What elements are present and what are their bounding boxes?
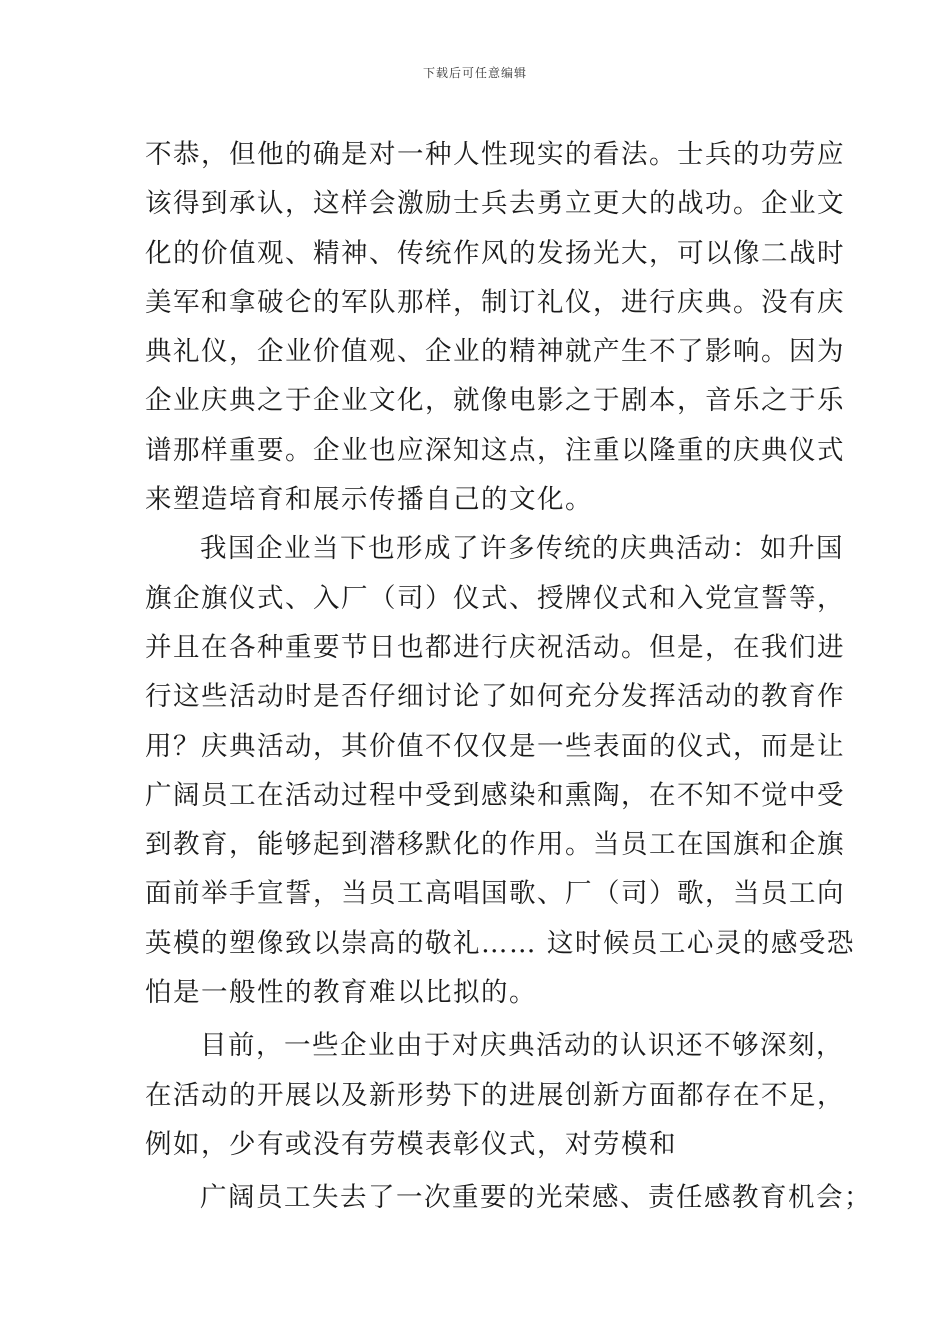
text-line: 并且在各种重要节日也都进行庆祝活动。但是，在我们进 (145, 631, 845, 663)
text-line: 行这些活动时是否仔细讨论了如何充分发挥活动的教育作 (145, 681, 845, 713)
text-line: 该得到承认，这样会激励士兵去勇立更大的战功。企业文 (145, 188, 845, 220)
text-line: 旗企旗仪式、入厂（司）仪式、授牌仪式和入党宣誓等， (145, 582, 845, 614)
text-line: 用？庆典活动，其价值不仅仅是一些表面的仪式，而是让 (145, 730, 845, 762)
text-line: 美军和拿破仑的军队那样，制订礼仪，进行庆典。没有庆 (145, 286, 845, 318)
text-line: 广阔员工在活动过程中受到感染和熏陶，在不知不觉中受 (145, 779, 845, 811)
text-line: 到教育，能够起到潜移默化的作用。当员工在国旗和企旗 (145, 829, 845, 861)
text-line: 广阔员工失去了一次重要的光荣感、责任感教育机会； (200, 1182, 872, 1214)
text-line: 例如，少有或没有劳模表彰仪式，对劳模和 (145, 1128, 677, 1160)
text-line: 化的价值观、精神、传统作风的发扬光大，可以像二战时 (145, 237, 845, 269)
paragraph (145, 130, 845, 524)
text-line: 谱那样重要。企业也应深知这点，注重以隆重的庆典仪式 (145, 434, 845, 466)
text-line: 怕是一般性的教育难以比拟的。 (145, 977, 537, 1009)
paragraph (145, 524, 855, 1017)
text-line: 面前举手宣誓，当员工高唱国歌、厂（司）歌，当员工向 (145, 878, 845, 910)
document-body (145, 130, 872, 1223)
text-line: 我国企业当下也形成了许多传统的庆典活动：如升国 (200, 533, 844, 565)
text-line: 来塑造培育和展示传播自己的文化。 (145, 484, 593, 516)
paragraph (145, 1173, 872, 1222)
text-line: 不恭，但他的确是对一种人性现实的看法。士兵的功劳应 (145, 139, 845, 170)
text-line: 英模的塑像致以崇高的敬礼…… 这时候员工心灵的感受恐 (145, 927, 855, 959)
page-header: 下载后可任意编辑 (422, 66, 527, 80)
text-line: 在活动的开展以及新形势下的进展创新方面都存在不足， (145, 1079, 845, 1111)
text-line: 典礼仪，企业价值观、企业的精神就产生不了影响。因为 (145, 336, 845, 368)
text-line: 目前，一些企业由于对庆典活动的认识还不够深刻， (200, 1030, 844, 1062)
paragraph (145, 1021, 845, 1169)
text-line: 企业庆典之于企业文化，就像电影之于剧本，音乐之于乐 (145, 385, 845, 417)
